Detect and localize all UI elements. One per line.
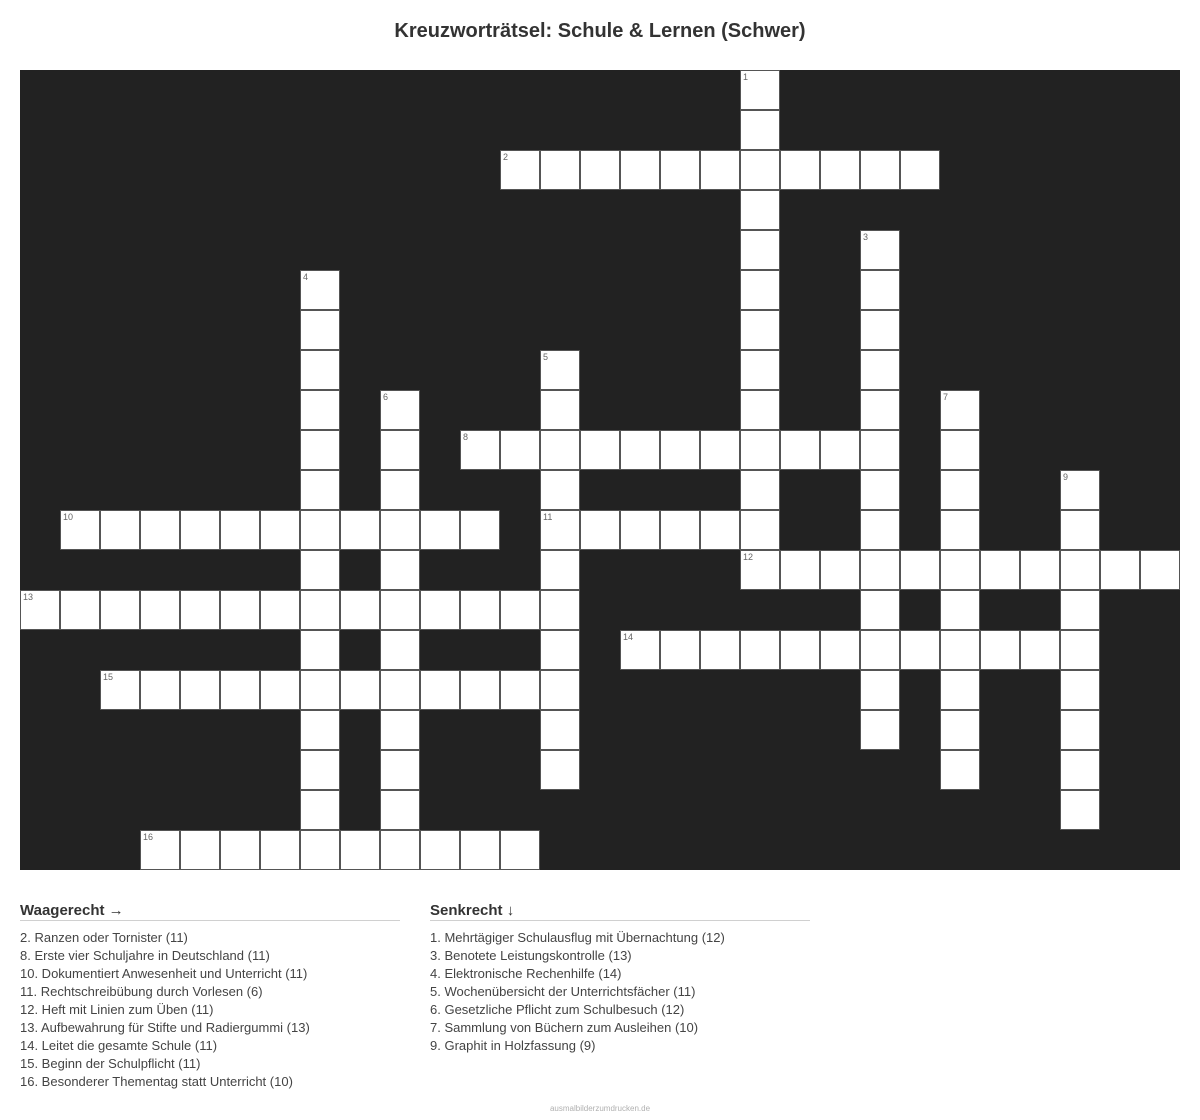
- grid-cell[interactable]: [300, 830, 340, 870]
- grid-cell[interactable]: [500, 430, 540, 470]
- grid-cell[interactable]: [260, 670, 300, 710]
- cell-number: 2: [503, 152, 509, 162]
- grid-cell[interactable]: [380, 710, 420, 750]
- grid-cell[interactable]: [1060, 510, 1100, 550]
- grid-cell[interactable]: [540, 390, 580, 430]
- clue-across-16: 16. Besonderer Thementag statt Unterricht (10): [20, 1074, 293, 1089]
- grid-cell[interactable]: [540, 670, 580, 710]
- grid-cell[interactable]: [140, 830, 180, 870]
- grid-cell[interactable]: [180, 830, 220, 870]
- grid-cell[interactable]: [1020, 630, 1060, 670]
- footer-credit: ausmalbilderzumdrucken.de: [549, 1104, 651, 1113]
- grid-cell[interactable]: [860, 630, 900, 670]
- grid-cell[interactable]: [780, 430, 820, 470]
- grid-cell[interactable]: [740, 470, 780, 510]
- grid-cell[interactable]: [740, 190, 780, 230]
- grid-cell[interactable]: [180, 670, 220, 710]
- grid-cell[interactable]: [460, 510, 500, 550]
- grid-cell[interactable]: [220, 590, 260, 630]
- clue-across-15: 15. Beginn der Schulpflicht (11): [20, 1056, 201, 1071]
- grid-cell[interactable]: [580, 430, 620, 470]
- grid-cell[interactable]: [140, 510, 180, 550]
- grid-cell[interactable]: [300, 390, 340, 430]
- clue-down-4: 4. Elektronische Rechenhilfe (14): [430, 966, 622, 981]
- grid-cell[interactable]: [100, 510, 140, 550]
- grid-cell[interactable]: [220, 670, 260, 710]
- grid-cell[interactable]: [540, 510, 580, 550]
- grid-cell[interactable]: [660, 150, 700, 190]
- grid-cell[interactable]: [380, 470, 420, 510]
- clue-across-2: 2. Ranzen oder Tornister (11): [20, 930, 188, 945]
- grid-cell[interactable]: [940, 710, 980, 750]
- grid-cell[interactable]: [700, 510, 740, 550]
- grid-cell[interactable]: [540, 150, 580, 190]
- grid-cell[interactable]: [740, 630, 780, 670]
- grid-cell[interactable]: [740, 430, 780, 470]
- cell-number: 6: [383, 392, 389, 402]
- grid-cell[interactable]: [300, 270, 340, 310]
- clue-across-10: 10. Dokumentiert Anwesenheit und Unterricht (11): [20, 966, 308, 981]
- grid-cell[interactable]: [380, 590, 420, 630]
- grid-cell[interactable]: [220, 830, 260, 870]
- grid-cell[interactable]: [940, 670, 980, 710]
- cell-number: 9: [1063, 472, 1069, 482]
- grid-cell[interactable]: [460, 590, 500, 630]
- grid-cell[interactable]: [660, 630, 700, 670]
- grid-cell[interactable]: [380, 390, 420, 430]
- grid-cell[interactable]: [60, 590, 100, 630]
- grid-cell[interactable]: [20, 590, 60, 630]
- grid-cell[interactable]: [940, 510, 980, 550]
- clue-across-14: 14. Leitet die gesamte Schule (11): [20, 1038, 218, 1053]
- cell-number: 3: [863, 232, 869, 242]
- grid-cell[interactable]: [700, 630, 740, 670]
- grid-cell[interactable]: [740, 550, 780, 590]
- grid-cell[interactable]: [540, 710, 580, 750]
- grid-cell[interactable]: [980, 550, 1020, 590]
- grid-cell[interactable]: [820, 630, 860, 670]
- grid-cell[interactable]: [260, 590, 300, 630]
- grid-cell[interactable]: [660, 510, 700, 550]
- grid-cell[interactable]: [380, 790, 420, 830]
- grid-cell[interactable]: [980, 630, 1020, 670]
- grid-cell[interactable]: [940, 390, 980, 430]
- grid-cell[interactable]: [180, 510, 220, 550]
- cell-number: 13: [23, 592, 34, 602]
- clue-across-11: 11. Rechtschreibübung durch Vorlesen (6): [20, 984, 263, 999]
- grid-cell[interactable]: [540, 590, 580, 630]
- grid-cell[interactable]: [780, 550, 820, 590]
- grid-cell[interactable]: [500, 830, 540, 870]
- grid-cell[interactable]: [940, 750, 980, 790]
- grid-cell[interactable]: [940, 590, 980, 630]
- grid-cell[interactable]: [420, 510, 460, 550]
- grid-cell[interactable]: [300, 750, 340, 790]
- grid-cell[interactable]: [460, 430, 500, 470]
- grid-cell[interactable]: [60, 510, 100, 550]
- grid-cell[interactable]: [740, 150, 780, 190]
- across-heading: Waagerecht →: [20, 902, 400, 921]
- grid-cell[interactable]: [740, 270, 780, 310]
- grid-cell[interactable]: [180, 590, 220, 630]
- cell-number: 7: [943, 392, 949, 402]
- grid-cell[interactable]: [500, 670, 540, 710]
- grid-cell[interactable]: [460, 830, 500, 870]
- grid-cell[interactable]: [140, 670, 180, 710]
- grid-cell[interactable]: [1060, 750, 1100, 790]
- grid-cell[interactable]: [780, 150, 820, 190]
- grid-cell[interactable]: [540, 350, 580, 390]
- grid-cell[interactable]: [1140, 550, 1180, 590]
- grid-cell[interactable]: [740, 350, 780, 390]
- clue-down-9: 9. Graphit in Holzfassung (9): [430, 1038, 596, 1053]
- clue-down-1: 1. Mehrtägiger Schulausflug mit Übernachtung (12): [430, 930, 725, 945]
- grid-cell[interactable]: [420, 830, 460, 870]
- grid-cell[interactable]: [540, 750, 580, 790]
- grid-cell[interactable]: [540, 550, 580, 590]
- grid-cell[interactable]: [860, 510, 900, 550]
- puzzle-title: Kreuzworträtsel: Schule & Lernen (Schwer): [394, 20, 806, 42]
- grid-cell[interactable]: [860, 270, 900, 310]
- grid-cell[interactable]: [860, 430, 900, 470]
- down-clues: [430, 902, 810, 1055]
- grid-cell[interactable]: [900, 550, 940, 590]
- grid-cell[interactable]: [1020, 550, 1060, 590]
- grid-cell[interactable]: [860, 230, 900, 270]
- grid-cell[interactable]: [900, 630, 940, 670]
- clue-down-7: 7. Sammlung von Büchern zum Ausleihen (10): [430, 1020, 699, 1035]
- clue-down-6: 6. Gesetzliche Pflicht zum Schulbesuch (12): [430, 1002, 685, 1017]
- grid-cell[interactable]: [860, 350, 900, 390]
- grid-cell[interactable]: [380, 510, 420, 550]
- grid-cell[interactable]: [500, 590, 540, 630]
- clue-across-8: 8. Erste vier Schuljahre in Deutschland (11): [20, 948, 270, 963]
- clue-across-13: 13. Aufbewahrung für Stifte und Radiergummi (13): [20, 1020, 310, 1035]
- grid-cell[interactable]: [860, 590, 900, 630]
- cell-number: 12: [743, 552, 754, 562]
- grid-cell[interactable]: [820, 430, 860, 470]
- grid-cell[interactable]: [900, 150, 940, 190]
- grid-cell[interactable]: [620, 430, 660, 470]
- grid-cell[interactable]: [940, 470, 980, 510]
- grid-cell[interactable]: [140, 590, 180, 630]
- grid-cell[interactable]: [300, 350, 340, 390]
- grid-cell[interactable]: [540, 430, 580, 470]
- grid-cell[interactable]: [260, 830, 300, 870]
- cell-number: 15: [103, 672, 114, 682]
- across-clues: [20, 902, 400, 1091]
- grid-cell[interactable]: [380, 430, 420, 470]
- cell-number: 4: [303, 272, 309, 282]
- grid-cell[interactable]: [620, 150, 660, 190]
- grid-cell[interactable]: [380, 670, 420, 710]
- grid-cell[interactable]: [300, 710, 340, 750]
- grid-cell[interactable]: [820, 150, 860, 190]
- grid-cell[interactable]: [260, 510, 300, 550]
- grid-cell[interactable]: [940, 430, 980, 470]
- clue-down-5: 5. Wochenübersicht der Unterrichtsfächer (11): [430, 984, 696, 999]
- grid-cell[interactable]: [220, 510, 260, 550]
- grid-cell[interactable]: [100, 590, 140, 630]
- grid-cell[interactable]: [540, 630, 580, 670]
- grid-cell[interactable]: [580, 510, 620, 550]
- grid-cell[interactable]: [420, 590, 460, 630]
- grid-cell[interactable]: [740, 110, 780, 150]
- grid-cell[interactable]: [860, 390, 900, 430]
- grid-cell[interactable]: [860, 670, 900, 710]
- grid-cell[interactable]: [300, 470, 340, 510]
- grid-cell[interactable]: [300, 630, 340, 670]
- grid-cell[interactable]: [740, 390, 780, 430]
- grid-cell[interactable]: [860, 710, 900, 750]
- crossword-grid: [20, 70, 1180, 870]
- cell-number: 5: [543, 352, 549, 362]
- grid-cell[interactable]: [940, 550, 980, 590]
- grid-cell[interactable]: [860, 550, 900, 590]
- cell-number: 14: [623, 632, 634, 642]
- clue-across-12: 12. Heft mit Linien zum Üben (11): [20, 1002, 214, 1017]
- grid-cell[interactable]: [1060, 550, 1100, 590]
- grid-cell[interactable]: [740, 230, 780, 270]
- cell-number: 1: [743, 72, 749, 82]
- grid-cell[interactable]: [380, 830, 420, 870]
- cell-number: 8: [463, 432, 469, 442]
- grid-cell[interactable]: [380, 630, 420, 670]
- grid-cell[interactable]: [700, 430, 740, 470]
- grid-cell[interactable]: [300, 670, 340, 710]
- grid-cell[interactable]: [1060, 790, 1100, 830]
- grid-cell[interactable]: [300, 310, 340, 350]
- grid-cell[interactable]: [860, 470, 900, 510]
- grid-cell[interactable]: [380, 550, 420, 590]
- grid-cell[interactable]: [940, 630, 980, 670]
- cell-number: 16: [143, 832, 154, 842]
- grid-cell[interactable]: [620, 510, 660, 550]
- grid-cell[interactable]: [340, 830, 380, 870]
- grid-cell[interactable]: [1060, 710, 1100, 750]
- grid-cell[interactable]: [420, 670, 460, 710]
- grid-cell[interactable]: [740, 70, 780, 110]
- grid-cell[interactable]: [700, 150, 740, 190]
- cell-number: 10: [63, 512, 74, 522]
- grid-cell[interactable]: [620, 630, 660, 670]
- grid-cell[interactable]: [1100, 550, 1140, 590]
- grid-cell[interactable]: [300, 430, 340, 470]
- grid-cell[interactable]: [380, 750, 420, 790]
- grid-cell[interactable]: [740, 510, 780, 550]
- grid-cell[interactable]: [820, 550, 860, 590]
- grid-cell[interactable]: [1060, 630, 1100, 670]
- grid-cell[interactable]: [1060, 670, 1100, 710]
- grid-cell[interactable]: [340, 670, 380, 710]
- grid-cell[interactable]: [580, 150, 620, 190]
- cell-number: 11: [543, 512, 553, 522]
- grid-cell[interactable]: [300, 510, 340, 550]
- grid-cell[interactable]: [300, 550, 340, 590]
- grid-cell[interactable]: [740, 310, 780, 350]
- clue-down-3: 3. Benotete Leistungskontrolle (13): [430, 948, 632, 963]
- grid-cell[interactable]: [860, 150, 900, 190]
- grid-cell[interactable]: [500, 150, 540, 190]
- grid-cell[interactable]: [860, 310, 900, 350]
- grid-cell[interactable]: [1060, 470, 1100, 510]
- grid-cell[interactable]: [300, 590, 340, 630]
- grid-cell[interactable]: [660, 430, 700, 470]
- grid-cell[interactable]: [540, 470, 580, 510]
- down-heading: Senkrecht ↓: [430, 902, 810, 921]
- grid-cell[interactable]: [780, 630, 820, 670]
- grid-cell[interactable]: [1060, 590, 1100, 630]
- grid-cell[interactable]: [340, 510, 380, 550]
- grid-cell[interactable]: [300, 790, 340, 830]
- grid-cell[interactable]: [100, 670, 140, 710]
- grid-cell[interactable]: [340, 590, 380, 630]
- grid-cell[interactable]: [460, 670, 500, 710]
